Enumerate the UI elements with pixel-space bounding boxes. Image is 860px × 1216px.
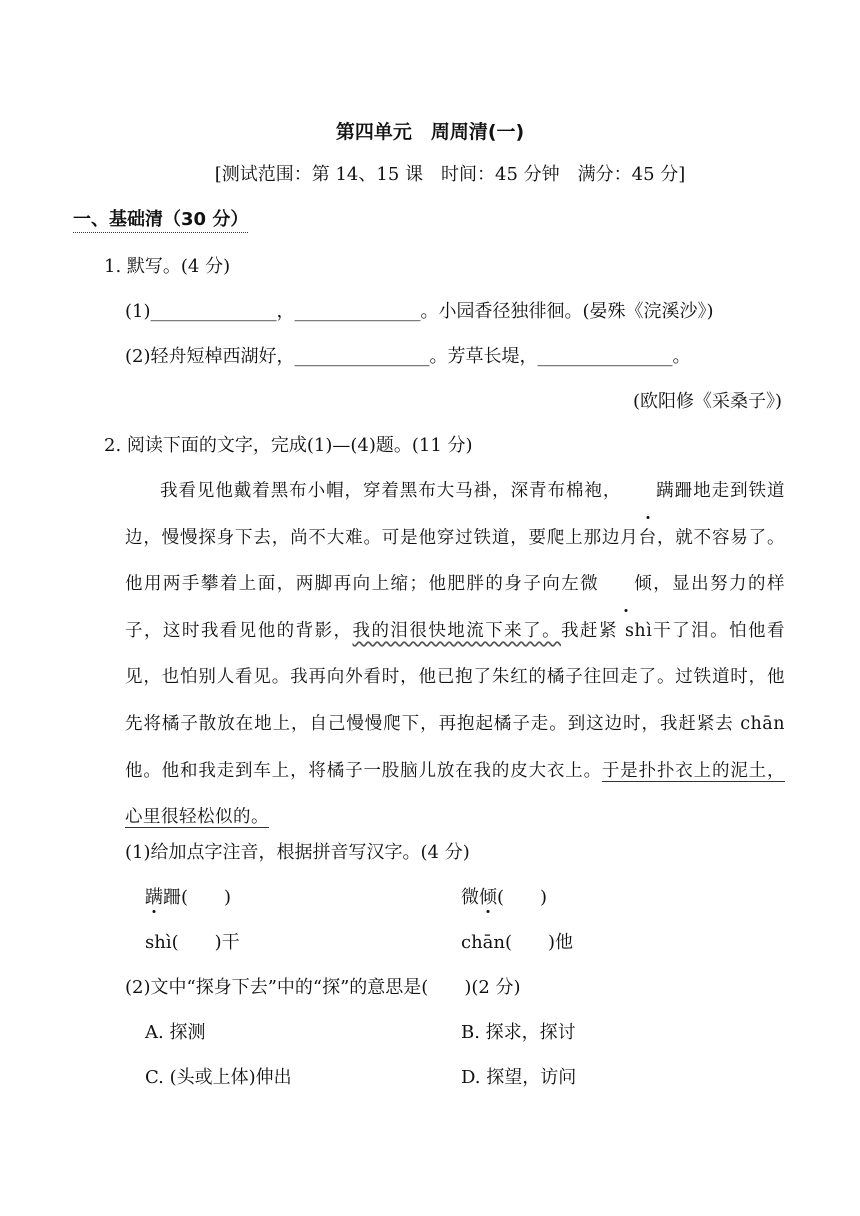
dotted-char: 倾 [599, 561, 652, 608]
item-text: ( ) [497, 887, 548, 908]
item-text: 微 [461, 887, 479, 908]
subquestion-1-item-c: shì( )干 [145, 932, 240, 953]
option-b: B. 探求，探讨 [461, 1022, 576, 1043]
passage-text: 跚地走到铁道边，慢慢探身下去，尚不大难。可是他穿过铁道，要爬上那边月台，就不容易了。他用两手攀着上面，两脚再向上缩；他肥胖的身子向左微 [125, 481, 786, 595]
subquestion-1-item-a [145, 883, 231, 909]
question-1-line-2: (2)轻舟短棹西湖好，_______________。芳草长堤，_______________。 [125, 346, 691, 367]
passage-text: ，显出努力的样子，这时我看见他的背影， [125, 574, 785, 641]
section-heading: 一、基础清（30 分） [73, 205, 248, 233]
question-1-line-1: (1)______________，______________。小园香径独徘徊。(晏殊《浣溪沙》) [125, 301, 714, 322]
option-c: C. (头或上体)伸出 [145, 1067, 292, 1088]
option-d: D. 探望，访问 [461, 1067, 577, 1088]
question-2-stem: 2. 阅读下面的文字，完成(1)—(4)题。(11 分) [104, 435, 473, 456]
reading-passage [125, 468, 785, 841]
dotted-char: 蹒 [145, 883, 163, 909]
passage-text: 我赶紧 shì干了泪。怕他看见，也怕别人看见。我再向外看时，他已抱了朱红的橘子往回走了。过铁道时，他先将橘子散放在地上，自己慢慢爬下，再抱起橘子走。到这边时，我赶紧去 chān 他。他和我走到车上，将橘子一股脑儿放在我的皮大衣上。 [125, 620, 785, 781]
dotted-char: 蹒 [621, 468, 674, 515]
subquestion-1-item-d: chān( )他 [461, 932, 574, 953]
page-title: 第四单元 周周清(一) [335, 121, 525, 143]
question-1-source: (欧阳修《采桑子》) [632, 391, 782, 412]
underlined-sentence: 于是扑扑衣上的泥土，心里很轻松似的。 [125, 760, 786, 828]
wavy-underlined-sentence: 我的泪很快地流下来了。 [352, 620, 562, 641]
subquestion-1-item-b [461, 883, 547, 909]
subquestion-2-stem: (2)文中“探身下去”中的“探”的意思是( )(2 分) [125, 977, 521, 998]
item-text: 跚( ) [163, 887, 232, 908]
passage-text: 我看见他戴着黑布小帽，穿着黑布大马褂，深青布棉袍， [160, 481, 622, 501]
test-scope: [测试范围：第 14、15 课 时间：45 分钟 满分：45 分] [214, 164, 686, 185]
question-1-stem: 1. 默写。(4 分) [104, 256, 231, 277]
dotted-char: 倾 [479, 883, 497, 909]
option-a: A. 探测 [145, 1022, 206, 1043]
subquestion-1-stem: (1)给加点字注音，根据拼音写汉字。(4 分) [125, 842, 470, 863]
